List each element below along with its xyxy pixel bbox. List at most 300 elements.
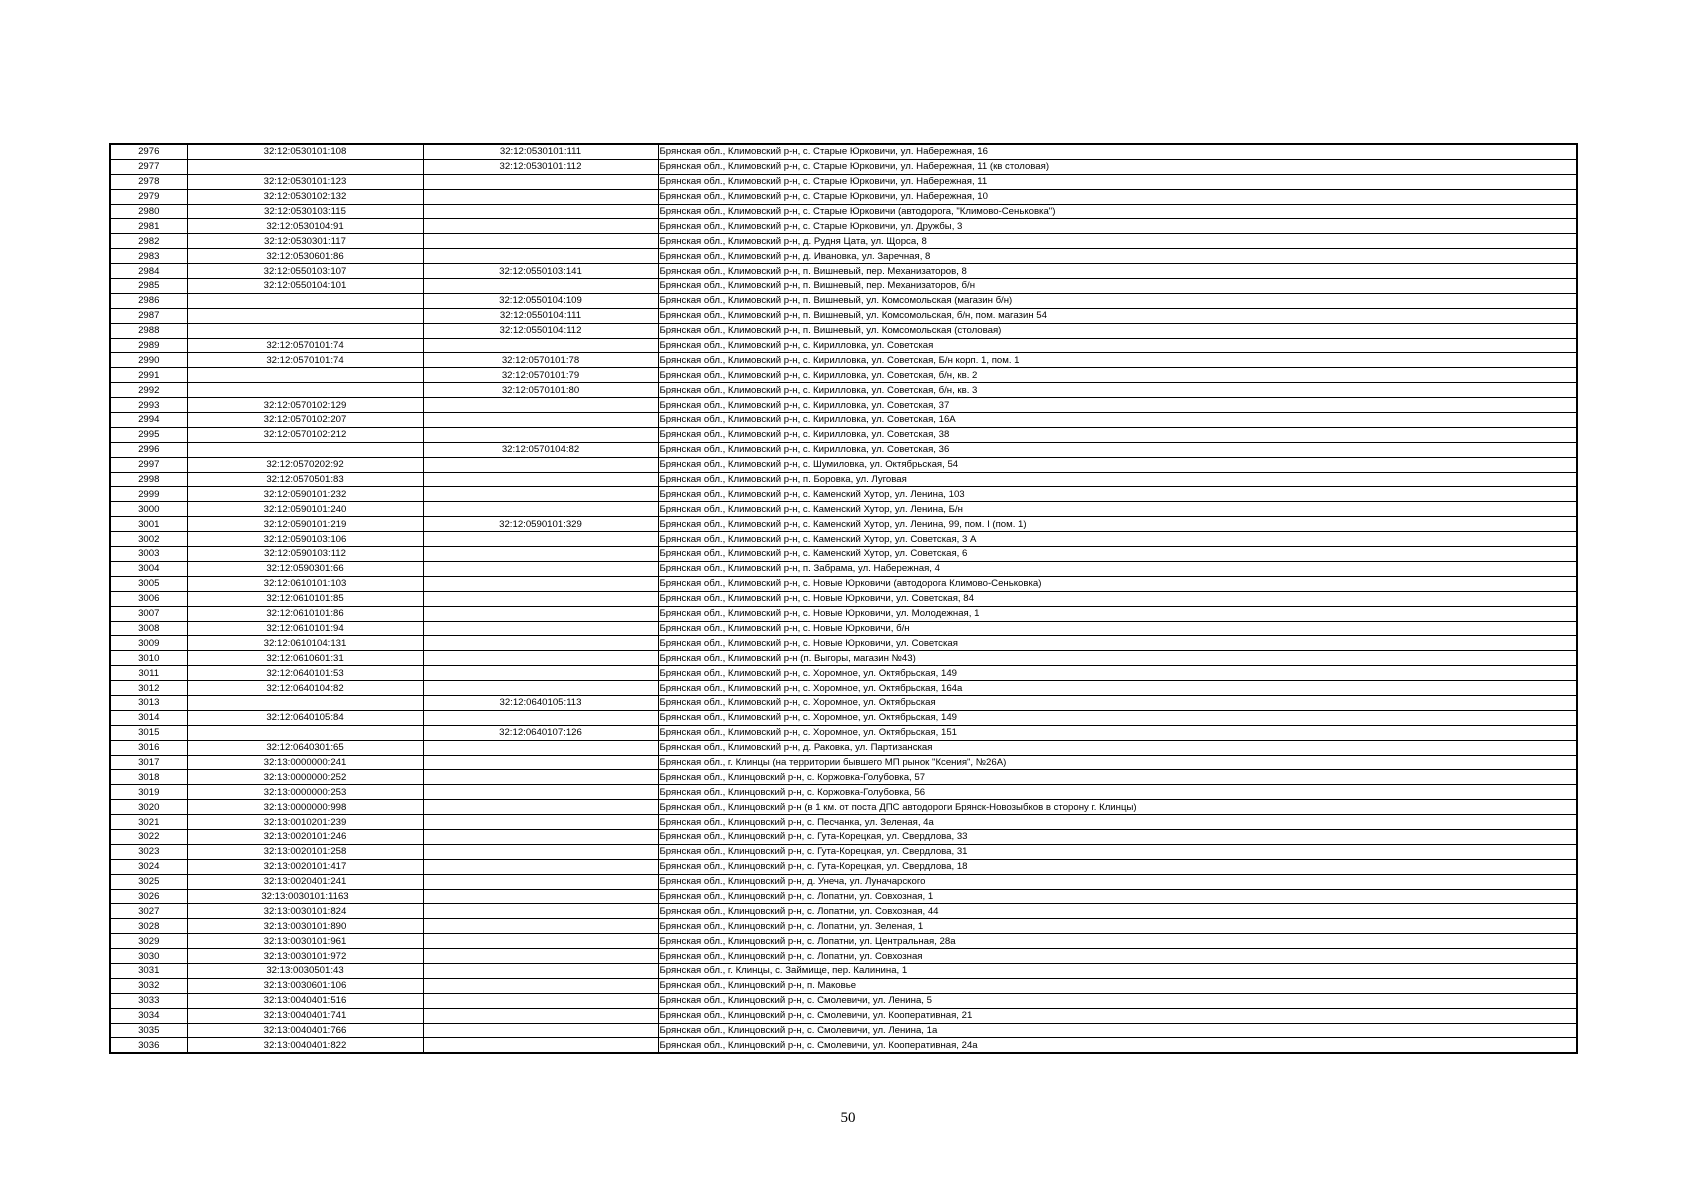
cadastral-number-cell: 32:12:0570101:74 xyxy=(187,338,423,353)
table-row xyxy=(110,234,1577,249)
table-row xyxy=(110,993,1577,1008)
table-row xyxy=(110,904,1577,919)
table-row xyxy=(110,1038,1577,1053)
row-number-cell: 3031 xyxy=(110,963,187,978)
row-number-cell: 2984 xyxy=(110,264,187,279)
cadastral-number-cell: 32:12:0590301:66 xyxy=(187,561,423,576)
row-number-cell: 2997 xyxy=(110,457,187,472)
cadastral-number-cell: 32:12:0640104:82 xyxy=(187,681,423,696)
row-number-cell: 3017 xyxy=(110,755,187,770)
table-row xyxy=(110,859,1577,874)
table-row xyxy=(110,502,1577,517)
table-row xyxy=(110,963,1577,978)
address-cell: Брянская обл., Климовский р-н, с. Кирилловка, ул. Советская, 16А xyxy=(658,413,1577,428)
cadastral-number-2-cell xyxy=(423,874,658,889)
table-row xyxy=(110,576,1577,591)
cadastral-number-cell: 32:12:0570202:92 xyxy=(187,457,423,472)
row-number-cell: 3023 xyxy=(110,844,187,859)
address-cell: Брянская обл., Клинцовский р-н, с. Лопатни, ул. Совхозная xyxy=(658,949,1577,964)
row-number-cell: 2988 xyxy=(110,323,187,338)
cadastral-number-cell: 32:13:0040401:766 xyxy=(187,1023,423,1038)
cadastral-number-2-cell xyxy=(423,934,658,949)
row-number-cell: 2982 xyxy=(110,234,187,249)
address-cell: Брянская обл., Клинцовский р-н, с. Лопатни, ул. Совхозная, 1 xyxy=(658,889,1577,904)
row-number-cell: 2989 xyxy=(110,338,187,353)
table-row xyxy=(110,770,1577,785)
row-number-cell: 2987 xyxy=(110,308,187,323)
cadastral-number-2-cell xyxy=(423,174,658,189)
address-cell: Брянская обл., г. Клинцы (на территории бывшего МП рынок "Ксения", №26А) xyxy=(658,755,1577,770)
row-number-cell: 2992 xyxy=(110,383,187,398)
address-cell: Брянская обл., Климовский р-н, с. Хоромное, ул. Октябрьская, 164а xyxy=(658,681,1577,696)
cadastral-number-2-cell xyxy=(423,651,658,666)
row-number-cell: 3002 xyxy=(110,532,187,547)
address-cell: Брянская обл., Климовский р-н, п. Вишневый, пер. Механизаторов, б/н xyxy=(658,279,1577,294)
table-row xyxy=(110,710,1577,725)
cadastral-number-cell: 32:13:0030101:961 xyxy=(187,934,423,949)
cadastral-number-2-cell xyxy=(423,427,658,442)
table-row xyxy=(110,249,1577,264)
table-row xyxy=(110,785,1577,800)
address-cell: Брянская обл., Клинцовский р-н, с. Песчанка, ул. Зеленая, 4а xyxy=(658,815,1577,830)
cadastral-number-2-cell xyxy=(423,636,658,651)
address-cell: Брянская обл., Климовский р-н, с. Каменский Хутор, ул. Советская, 6 xyxy=(658,547,1577,562)
cadastral-number-cell: 32:13:0030101:972 xyxy=(187,949,423,964)
cadastral-number-cell: 32:13:0000000:253 xyxy=(187,785,423,800)
table-row xyxy=(110,413,1577,428)
cadastral-number-2-cell xyxy=(423,755,658,770)
cadastral-number-cell: 32:13:0030501:43 xyxy=(187,963,423,978)
cadastral-number-2-cell xyxy=(423,547,658,562)
cadastral-number-cell xyxy=(187,368,423,383)
row-number-cell: 2976 xyxy=(110,144,187,159)
cadastral-number-cell: 32:12:0610101:85 xyxy=(187,591,423,606)
row-number-cell: 3022 xyxy=(110,829,187,844)
address-cell: Брянская обл., Климовский р-н, с. Хоромное, ул. Октябрьская xyxy=(658,695,1577,710)
address-cell: Брянская обл., Климовский р-н, с. Хоромное, ул. Октябрьская, 149 xyxy=(658,710,1577,725)
cadastral-number-2-cell xyxy=(423,472,658,487)
address-cell: Брянская обл., Климовский р-н, д. Раковка, ул. Партизанская xyxy=(658,740,1577,755)
cadastral-number-cell: 32:12:0570501:83 xyxy=(187,472,423,487)
table-row xyxy=(110,279,1577,294)
address-cell: Брянская обл., Клинцовский р-н, с. Коржовка-Голубовка, 56 xyxy=(658,785,1577,800)
table-row xyxy=(110,174,1577,189)
row-number-cell: 3008 xyxy=(110,621,187,636)
address-cell: Брянская обл., г. Клинцы, с. Займище, пер. Калинина, 1 xyxy=(658,963,1577,978)
table-row xyxy=(110,293,1577,308)
table-row xyxy=(110,219,1577,234)
table-row xyxy=(110,1023,1577,1038)
cadastral-number-cell: 32:12:0570102:129 xyxy=(187,398,423,413)
table-row xyxy=(110,487,1577,502)
row-number-cell: 2996 xyxy=(110,442,187,457)
cadastral-number-cell: 32:13:0000000:998 xyxy=(187,800,423,815)
row-number-cell: 3036 xyxy=(110,1038,187,1053)
cadastral-number-cell: 32:12:0530101:108 xyxy=(187,144,423,159)
cadastral-number-cell xyxy=(187,442,423,457)
address-cell: Брянская обл., Климовский р-н, с. Каменский Хутор, ул. Советская, 3 А xyxy=(658,532,1577,547)
cadastral-number-cell xyxy=(187,695,423,710)
cadastral-number-2-cell: 32:12:0570101:78 xyxy=(423,353,658,368)
address-cell: Брянская обл., Климовский р-н, с. Каменский Хутор, ул. Ленина, Б/н xyxy=(658,502,1577,517)
table-row xyxy=(110,1008,1577,1023)
row-number-cell: 3032 xyxy=(110,978,187,993)
row-number-cell: 3013 xyxy=(110,695,187,710)
table-row xyxy=(110,755,1577,770)
address-cell: Брянская обл., Климовский р-н, с. Кирилловка, ул. Советская xyxy=(658,338,1577,353)
property-table xyxy=(109,143,1578,1054)
cadastral-number-2-cell xyxy=(423,576,658,591)
row-number-cell: 3016 xyxy=(110,740,187,755)
table-row xyxy=(110,204,1577,219)
cadastral-number-2-cell xyxy=(423,457,658,472)
cadastral-number-2-cell xyxy=(423,919,658,934)
cadastral-number-cell: 32:12:0640301:65 xyxy=(187,740,423,755)
cadastral-number-2-cell xyxy=(423,1023,658,1038)
address-cell: Брянская обл., Клинцовский р-н, с. Лопатни, ул. Зеленая, 1 xyxy=(658,919,1577,934)
row-number-cell: 2980 xyxy=(110,204,187,219)
address-cell: Брянская обл., Климовский р-н, с. Старые Юрковичи, ул. Набережная, 10 xyxy=(658,189,1577,204)
cadastral-number-cell: 32:12:0530103:115 xyxy=(187,204,423,219)
address-cell: Брянская обл., Климовский р-н, с. Хоромное, ул. Октябрьская, 151 xyxy=(658,725,1577,740)
row-number-cell: 3026 xyxy=(110,889,187,904)
address-cell: Брянская обл., Климовский р-н, п. Боровка, ул. Луговая xyxy=(658,472,1577,487)
cadastral-number-2-cell xyxy=(423,189,658,204)
cadastral-number-2-cell: 32:12:0530101:111 xyxy=(423,144,658,159)
cadastral-number-2-cell: 32:12:0590101:329 xyxy=(423,517,658,532)
cadastral-number-cell: 32:13:0030101:1163 xyxy=(187,889,423,904)
cadastral-number-2-cell xyxy=(423,219,658,234)
cadastral-number-cell: 32:13:0020101:246 xyxy=(187,829,423,844)
cadastral-number-cell: 32:12:0530101:123 xyxy=(187,174,423,189)
row-number-cell: 3029 xyxy=(110,934,187,949)
row-number-cell: 3035 xyxy=(110,1023,187,1038)
cadastral-number-2-cell xyxy=(423,770,658,785)
table-row xyxy=(110,189,1577,204)
address-cell: Брянская обл., Климовский р-н, п. Вишневый, ул. Комсомольская (магазин б/н) xyxy=(658,293,1577,308)
address-cell: Брянская обл., Климовский р-н, д. Рудня Цата, ул. Щорса, 8 xyxy=(658,234,1577,249)
cadastral-number-2-cell xyxy=(423,681,658,696)
address-cell: Брянская обл., Климовский р-н, с. Кирилловка, ул. Советская, 38 xyxy=(658,427,1577,442)
row-number-cell: 3019 xyxy=(110,785,187,800)
cadastral-number-cell: 32:13:0000000:252 xyxy=(187,770,423,785)
row-number-cell: 2999 xyxy=(110,487,187,502)
cadastral-number-cell: 32:13:0030101:824 xyxy=(187,904,423,919)
address-cell: Брянская обл., Климовский р-н, с. Старые Юрковичи, ул. Набережная, 16 xyxy=(658,144,1577,159)
cadastral-number-2-cell: 32:12:0550103:141 xyxy=(423,264,658,279)
table-row xyxy=(110,874,1577,889)
cadastral-number-cell: 32:12:0530601:86 xyxy=(187,249,423,264)
address-cell: Брянская обл., Климовский р-н, с. Каменский Хутор, ул. Ленина, 99, пом. I (пом. 1) xyxy=(658,517,1577,532)
row-number-cell: 3004 xyxy=(110,561,187,576)
address-cell: Брянская обл., Клинцовский р-н, с. Лопатни, ул. Совхозная, 44 xyxy=(658,904,1577,919)
address-cell: Брянская обл., Климовский р-н, с. Новые Юрковичи (автодорога Климово-Сеньковка) xyxy=(658,576,1577,591)
cadastral-number-cell: 32:13:0020101:417 xyxy=(187,859,423,874)
address-cell: Брянская обл., Климовский р-н, с. Кирилловка, ул. Советская, б/н, кв. 2 xyxy=(658,368,1577,383)
table-row xyxy=(110,800,1577,815)
address-cell: Брянская обл., Климовский р-н, с. Старые Юрковичи, ул. Набережная, 11 (кв столовая) xyxy=(658,159,1577,174)
row-number-cell: 3001 xyxy=(110,517,187,532)
cadastral-number-cell: 32:12:0550103:107 xyxy=(187,264,423,279)
table-row xyxy=(110,264,1577,279)
table-row xyxy=(110,547,1577,562)
table-row xyxy=(110,919,1577,934)
address-cell: Брянская обл., Климовский р-н (п. Выгоры, магазин №43) xyxy=(658,651,1577,666)
cadastral-number-2-cell xyxy=(423,710,658,725)
address-cell: Брянская обл., Клинцовский р-н, с. Коржовка-Голубовка, 57 xyxy=(658,770,1577,785)
address-cell: Брянская обл., Климовский р-н, п. Забрама, ул. Набережная, 4 xyxy=(658,561,1577,576)
table-row xyxy=(110,398,1577,413)
cadastral-number-2-cell xyxy=(423,740,658,755)
cadastral-number-2-cell xyxy=(423,800,658,815)
table-row xyxy=(110,651,1577,666)
cadastral-number-cell: 32:12:0590103:112 xyxy=(187,547,423,562)
cadastral-number-2-cell xyxy=(423,621,658,636)
cadastral-number-2-cell xyxy=(423,815,658,830)
table-row xyxy=(110,815,1577,830)
cadastral-number-2-cell xyxy=(423,338,658,353)
row-number-cell: 3014 xyxy=(110,710,187,725)
cadastral-number-cell: 32:12:0530104:91 xyxy=(187,219,423,234)
table-row xyxy=(110,740,1577,755)
table-row xyxy=(110,636,1577,651)
address-cell: Брянская обл., Климовский р-н, д. Ивановка, ул. Заречная, 8 xyxy=(658,249,1577,264)
address-cell: Брянская обл., Клинцовский р-н (в 1 км. от поста ДПС автодороги Брянск-Новозыбков в сторону г. Клинцы) xyxy=(658,800,1577,815)
cadastral-number-cell: 32:12:0590101:240 xyxy=(187,502,423,517)
cadastral-number-2-cell xyxy=(423,561,658,576)
row-number-cell: 3012 xyxy=(110,681,187,696)
cadastral-number-2-cell xyxy=(423,279,658,294)
cadastral-number-2-cell xyxy=(423,413,658,428)
cadastral-number-cell: 32:12:0610101:86 xyxy=(187,606,423,621)
address-cell: Брянская обл., Климовский р-н, с. Новые Юрковичи, ул. Советская xyxy=(658,636,1577,651)
cadastral-number-2-cell xyxy=(423,829,658,844)
cadastral-number-2-cell xyxy=(423,234,658,249)
address-cell: Брянская обл., Клинцовский р-н, д. Унеча, ул. Луначарского xyxy=(658,874,1577,889)
address-cell: Брянская обл., Клинцовский р-н, п. Маковье xyxy=(658,978,1577,993)
cadastral-number-2-cell xyxy=(423,1008,658,1023)
cadastral-number-2-cell: 32:12:0550104:112 xyxy=(423,323,658,338)
cadastral-number-2-cell xyxy=(423,978,658,993)
row-number-cell: 3028 xyxy=(110,919,187,934)
cadastral-number-cell: 32:13:0030101:890 xyxy=(187,919,423,934)
cadastral-number-cell: 32:13:0020101:258 xyxy=(187,844,423,859)
row-number-cell: 3015 xyxy=(110,725,187,740)
table-row xyxy=(110,159,1577,174)
row-number-cell: 3009 xyxy=(110,636,187,651)
table-row xyxy=(110,472,1577,487)
table-row xyxy=(110,978,1577,993)
table-row xyxy=(110,621,1577,636)
cadastral-number-2-cell: 32:12:0550104:111 xyxy=(423,308,658,323)
cadastral-number-2-cell xyxy=(423,487,658,502)
table-row xyxy=(110,368,1577,383)
cadastral-number-2-cell: 32:12:0530101:112 xyxy=(423,159,658,174)
row-number-cell: 3030 xyxy=(110,949,187,964)
cadastral-number-2-cell xyxy=(423,532,658,547)
cadastral-number-2-cell: 32:12:0570101:79 xyxy=(423,368,658,383)
table-row xyxy=(110,591,1577,606)
cadastral-number-cell: 32:12:0530301:117 xyxy=(187,234,423,249)
table-row xyxy=(110,532,1577,547)
table-row xyxy=(110,561,1577,576)
row-number-cell: 3003 xyxy=(110,547,187,562)
address-cell: Брянская обл., Климовский р-н, п. Вишневый, ул. Комсомольская (столовая) xyxy=(658,323,1577,338)
address-cell: Брянская обл., Климовский р-н, с. Кирилловка, ул. Советская, 37 xyxy=(658,398,1577,413)
table-row xyxy=(110,353,1577,368)
row-number-cell: 3021 xyxy=(110,815,187,830)
row-number-cell: 3020 xyxy=(110,800,187,815)
row-number-cell: 3025 xyxy=(110,874,187,889)
table-row xyxy=(110,844,1577,859)
table-row xyxy=(110,308,1577,323)
cadastral-number-2-cell: 32:12:0570101:80 xyxy=(423,383,658,398)
address-cell: Брянская обл., Клинцовский р-н, с. Смолевичи, ул. Ленина, 1а xyxy=(658,1023,1577,1038)
cadastral-number-2-cell xyxy=(423,249,658,264)
row-number-cell: 2985 xyxy=(110,279,187,294)
cadastral-number-2-cell xyxy=(423,591,658,606)
row-number-cell: 3005 xyxy=(110,576,187,591)
address-cell: Брянская обл., Климовский р-н, с. Старые Юрковичи, ул. Дружбы, 3 xyxy=(658,219,1577,234)
cadastral-number-cell: 32:12:0610101:103 xyxy=(187,576,423,591)
cadastral-number-cell: 32:12:0550104:101 xyxy=(187,279,423,294)
address-cell: Брянская обл., Клинцовский р-н, с. Смолевичи, ул. Кооперативная, 24а xyxy=(658,1038,1577,1053)
cadastral-number-2-cell xyxy=(423,949,658,964)
cadastral-number-cell: 32:13:0000000:241 xyxy=(187,755,423,770)
table-row xyxy=(110,457,1577,472)
cadastral-number-2-cell xyxy=(423,502,658,517)
row-number-cell: 3010 xyxy=(110,651,187,666)
table-row xyxy=(110,606,1577,621)
cadastral-number-2-cell: 32:12:0640107:126 xyxy=(423,725,658,740)
cadastral-number-2-cell: 32:12:0640105:113 xyxy=(423,695,658,710)
row-number-cell: 3000 xyxy=(110,502,187,517)
row-number-cell: 3006 xyxy=(110,591,187,606)
table-row xyxy=(110,383,1577,398)
cadastral-number-2-cell xyxy=(423,859,658,874)
table-row xyxy=(110,144,1577,159)
cadastral-number-cell: 32:12:0570101:74 xyxy=(187,353,423,368)
cadastral-number-2-cell xyxy=(423,889,658,904)
address-cell: Брянская обл., Климовский р-н, с. Старые Юрковичи, ул. Набережная, 11 xyxy=(658,174,1577,189)
cadastral-number-cell: 32:13:0030601:106 xyxy=(187,978,423,993)
cadastral-number-cell: 32:12:0590101:232 xyxy=(187,487,423,502)
address-cell: Брянская обл., Клинцовский р-н, с. Гута-Корецкая, ул. Свердлова, 18 xyxy=(658,859,1577,874)
row-number-cell: 2978 xyxy=(110,174,187,189)
cadastral-number-cell: 32:12:0570102:212 xyxy=(187,427,423,442)
cadastral-number-cell: 32:12:0590103:106 xyxy=(187,532,423,547)
row-number-cell: 3018 xyxy=(110,770,187,785)
cadastral-number-cell: 32:12:0530102:132 xyxy=(187,189,423,204)
address-cell: Брянская обл., Климовский р-н, с. Новые Юрковичи, б/н xyxy=(658,621,1577,636)
address-cell: Брянская обл., Климовский р-н, с. Шумиловка, ул. Октябрьская, 54 xyxy=(658,457,1577,472)
cadastral-number-2-cell xyxy=(423,398,658,413)
cadastral-number-cell xyxy=(187,323,423,338)
cadastral-number-2-cell xyxy=(423,785,658,800)
cadastral-number-cell: 32:13:0010201:239 xyxy=(187,815,423,830)
address-cell: Брянская обл., Клинцовский р-н, с. Гута-Корецкая, ул. Свердлова, 33 xyxy=(658,829,1577,844)
table-body xyxy=(110,144,1577,1053)
address-cell: Брянская обл., Климовский р-н, с. Новые Юрковичи, ул. Молодежная, 1 xyxy=(658,606,1577,621)
row-number-cell: 2993 xyxy=(110,398,187,413)
row-number-cell: 2977 xyxy=(110,159,187,174)
address-cell: Брянская обл., Клинцовский р-н, с. Лопатни, ул. Центральная, 28а xyxy=(658,934,1577,949)
row-number-cell: 3011 xyxy=(110,666,187,681)
table-row xyxy=(110,517,1577,532)
cadastral-number-cell: 32:12:0640105:84 xyxy=(187,710,423,725)
table-row xyxy=(110,949,1577,964)
table-row xyxy=(110,695,1577,710)
row-number-cell: 3033 xyxy=(110,993,187,1008)
cadastral-number-cell: 32:12:0590101:219 xyxy=(187,517,423,532)
cadastral-number-cell: 32:13:0020401:241 xyxy=(187,874,423,889)
cadastral-number-2-cell xyxy=(423,844,658,859)
cadastral-number-cell: 32:12:0610101:94 xyxy=(187,621,423,636)
cadastral-number-2-cell xyxy=(423,993,658,1008)
row-number-cell: 2981 xyxy=(110,219,187,234)
cadastral-number-cell: 32:12:0640101:53 xyxy=(187,666,423,681)
address-cell: Брянская обл., Клинцовский р-н, с. Смолевичи, ул. Кооперативная, 21 xyxy=(658,1008,1577,1023)
table-row xyxy=(110,338,1577,353)
table-row xyxy=(110,725,1577,740)
row-number-cell: 3024 xyxy=(110,859,187,874)
cadastral-number-2-cell: 32:12:0570104:82 xyxy=(423,442,658,457)
cadastral-number-cell: 32:12:0610601:31 xyxy=(187,651,423,666)
address-cell: Брянская обл., Климовский р-н, с. Кирилловка, ул. Советская, б/н, кв. 3 xyxy=(658,383,1577,398)
row-number-cell: 2994 xyxy=(110,413,187,428)
row-number-cell: 2983 xyxy=(110,249,187,264)
row-number-cell: 2990 xyxy=(110,353,187,368)
address-cell: Брянская обл., Климовский р-н, п. Вишневый, пер. Механизаторов, 8 xyxy=(658,264,1577,279)
cadastral-number-2-cell xyxy=(423,204,658,219)
cadastral-number-cell xyxy=(187,293,423,308)
row-number-cell: 2979 xyxy=(110,189,187,204)
table-row xyxy=(110,442,1577,457)
address-cell: Брянская обл., Климовский р-н, с. Старые Юрковичи (автодорога, "Климово-Сеньковка") xyxy=(658,204,1577,219)
cadastral-number-2-cell xyxy=(423,904,658,919)
cadastral-number-cell: 32:12:0570102:207 xyxy=(187,413,423,428)
cadastral-number-2-cell xyxy=(423,666,658,681)
row-number-cell: 3034 xyxy=(110,1008,187,1023)
cadastral-number-2-cell xyxy=(423,1038,658,1053)
table-row xyxy=(110,323,1577,338)
row-number-cell: 2998 xyxy=(110,472,187,487)
cadastral-number-cell: 32:13:0040401:741 xyxy=(187,1008,423,1023)
address-cell: Брянская обл., Клинцовский р-н, с. Смолевичи, ул. Ленина, 5 xyxy=(658,993,1577,1008)
table-row xyxy=(110,829,1577,844)
address-cell: Брянская обл., Климовский р-н, с. Кирилловка, ул. Советская, 36 xyxy=(658,442,1577,457)
table-row xyxy=(110,681,1577,696)
row-number-cell: 3027 xyxy=(110,904,187,919)
cadastral-number-cell: 32:13:0040401:516 xyxy=(187,993,423,1008)
table-row xyxy=(110,934,1577,949)
table-row xyxy=(110,427,1577,442)
cadastral-number-cell xyxy=(187,159,423,174)
row-number-cell: 2986 xyxy=(110,293,187,308)
cadastral-number-cell: 32:12:0610104:131 xyxy=(187,636,423,651)
row-number-cell: 2995 xyxy=(110,427,187,442)
address-cell: Брянская обл., Климовский р-н, с. Кирилловка, ул. Советская, Б/н корп. 1, пом. 1 xyxy=(658,353,1577,368)
cadastral-number-2-cell xyxy=(423,963,658,978)
cadastral-number-cell xyxy=(187,383,423,398)
address-cell: Брянская обл., Клинцовский р-н, с. Гута-Корецкая, ул. Свердлова, 31 xyxy=(658,844,1577,859)
page-number: 50 xyxy=(840,1110,856,1126)
address-cell: Брянская обл., Климовский р-н, с. Хоромное, ул. Октябрьская, 149 xyxy=(658,666,1577,681)
row-number-cell: 2991 xyxy=(110,368,187,383)
table-row xyxy=(110,889,1577,904)
cadastral-number-2-cell: 32:12:0550104:109 xyxy=(423,293,658,308)
address-cell: Брянская обл., Климовский р-н, п. Вишневый, ул. Комсомольская, б/н, пом. магазин 54 xyxy=(658,308,1577,323)
